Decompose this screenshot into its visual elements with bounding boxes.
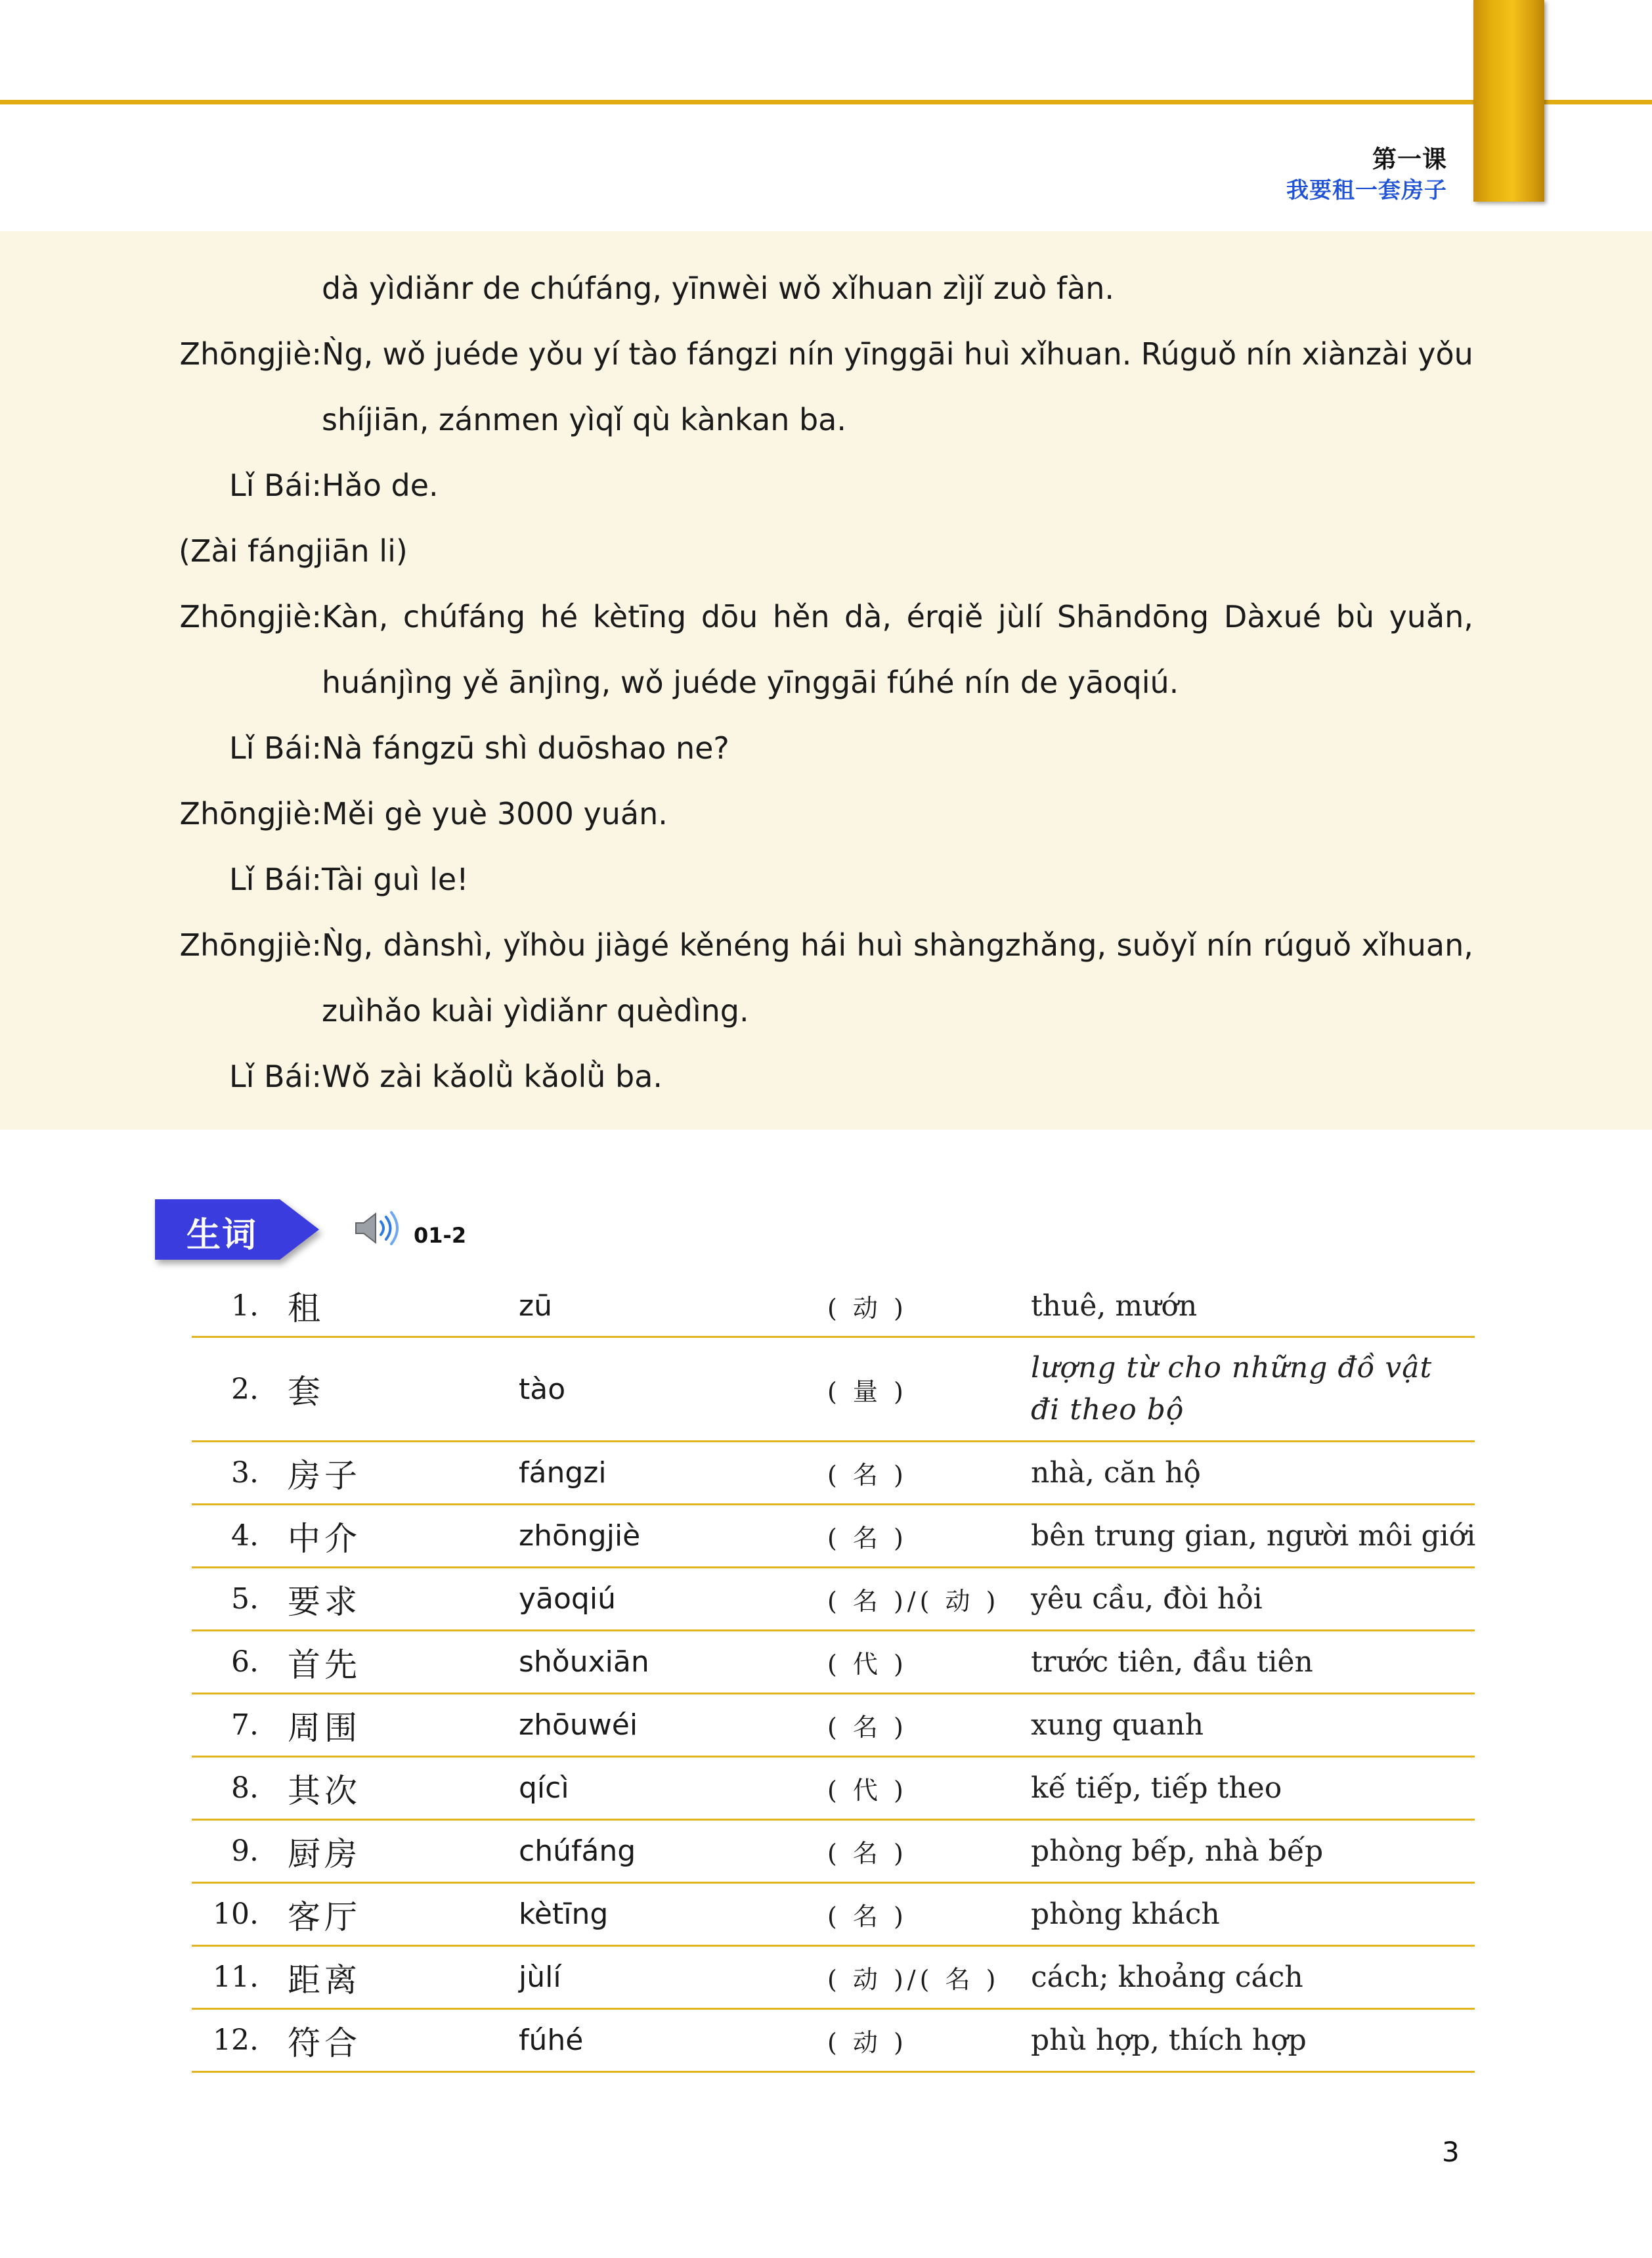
vocab-part-of-speech: ( 代 ) [827,1650,907,1679]
vocab-part-of-speech: ( 动 ) [827,1293,907,1323]
speech-word: kěnéng [679,927,791,963]
speech-text: Nà fángzū shì duōshao ne? [322,730,729,766]
speaker-label: Zhōngjiè: [179,796,322,831]
vocab-row [192,1631,1475,1694]
vocab-row [192,1568,1475,1631]
vocab-number: 2. [231,1372,259,1406]
speech-word: fángzi [686,336,779,372]
vocab-meaning: trước tiên, đầu tiên [1031,1645,1313,1679]
speaker-label: Lǐ Bái: [228,730,322,766]
speech-word: huì [963,336,1011,372]
vocab-part-of-speech: ( 代 ) [827,1776,907,1805]
speech-word: yǒu [1418,336,1473,372]
speech-word: hěn [772,599,830,634]
speech-text [322,334,1473,374]
vocab-hanzi: 房子 [288,1456,361,1495]
speech-word: rúguǒ [1263,927,1352,963]
vocab-meaning: phòng bếp, nhà bếp [1031,1834,1324,1868]
vocab-hanzi: 要求 [288,1582,361,1621]
speech-word: nín [787,336,835,372]
vocab-row [192,2010,1475,2073]
speech-word: Dàxué [1223,599,1322,634]
speech-word: Ǹg, [322,927,374,963]
vocab-number: 1. [231,1289,259,1323]
vocab-title: 生词 [186,1216,258,1255]
audio-track-code: 01-2 [414,1223,467,1248]
speech-text: Tài guì le! [322,862,469,897]
vocab-meaning: phòng khách [1031,1897,1220,1931]
vocab-hanzi: 符合 [288,2024,361,2062]
vocab-part-of-speech: ( 名 ) [827,1524,907,1553]
speech-word: dànshì, [383,927,493,963]
speech-text [322,597,1473,636]
speech-text: Hǎo de. [322,468,439,503]
vocab-pinyin: fángzi [519,1456,607,1490]
vocab-part-of-speech: ( 名 ) [827,1902,907,1931]
header-rule [0,100,1652,104]
vocab-row [192,1505,1475,1568]
vocab-number: 7. [231,1708,259,1742]
speech-word: nín [1246,336,1293,372]
vocab-meaning: thuê, mướn [1031,1289,1198,1323]
speech-word: hái [800,927,847,963]
speech-word: Rúguǒ [1141,336,1237,372]
speech-word: yīnggāi [844,336,955,372]
speech-word: suǒyǐ [1116,927,1196,963]
speech-word: yuǎn, [1389,599,1473,634]
vocab-part-of-speech: ( 量 ) [827,1377,907,1406]
speech-word: kètīng [592,599,687,634]
vocab-row [192,1694,1475,1758]
speech-word: Kàn, [322,599,389,634]
speech-text [322,925,1473,965]
speech-word: dōu [701,599,758,634]
vocab-meaning: cách; khoảng cách [1031,1960,1303,1994]
speech-text: Wǒ zài kǎolǜ kǎolǜ ba. [322,1059,663,1094]
vocab-pinyin: jùlí [519,1960,561,1994]
vocab-part-of-speech: ( 动 ) [827,2028,907,2057]
speech-word: juéde [435,336,519,372]
speech-word: bù [1336,599,1375,634]
speech-word: xiànzài [1301,336,1409,372]
lesson-number: 第一课 [1372,145,1447,173]
chapter-tab [1473,0,1544,202]
speech-word: xǐhuan, [1361,927,1473,963]
speech-word: jùlí [997,599,1043,634]
speech-word: xǐhuan. [1020,336,1132,372]
speech-word: shàngzhǎng, [913,927,1107,963]
vocab-meaning: yêu cầu, đòi hỏi [1031,1582,1263,1616]
speech-text: dà yìdiǎnr de chúfáng, yīnwèi wǒ xǐhuan zìjǐ zuò fàn. [322,271,1115,306]
speech-word: Ǹg, [322,336,374,372]
speaker-icon[interactable] [353,1210,402,1247]
vocab-row [192,1884,1475,1947]
vocab-number: 12. [213,2024,259,2057]
vocab-row [192,1821,1475,1884]
stage-direction: (Zài fángjiān li) [179,533,408,569]
vocab-part-of-speech: ( 动 )/( 名 ) [827,1965,1000,1994]
vocab-hanzi: 套 [288,1373,324,1411]
vocab-part-of-speech: ( 名 ) [827,1461,907,1490]
vocab-pinyin: shǒuxiān [519,1645,649,1679]
vocab-pinyin: kètīng [519,1897,609,1931]
vocab-row [192,1442,1475,1505]
vocab-hanzi: 首先 [288,1645,361,1684]
vocab-hanzi: 租 [288,1289,324,1327]
vocab-row [192,1338,1475,1442]
vocab-hanzi: 周围 [288,1708,361,1747]
vocab-meaning: kế tiếp, tiếp theo [1031,1771,1282,1805]
speech-word: yǐhòu [503,927,586,963]
vocab-hanzi: 中介 [288,1519,361,1558]
speaker-label: Zhōngjiè: [179,927,322,963]
vocab-section-badge [155,1199,319,1260]
vocab-row [192,1275,1475,1338]
speech-word: chúfáng [402,599,526,634]
speaker-label: Lǐ Bái: [228,468,322,503]
speaker-label: Lǐ Bái: [228,862,322,897]
vocab-pinyin: zū [519,1289,552,1323]
speaker-label: Zhōngjiè: [179,599,322,634]
speech-text: huánjìng yě ānjìng, wǒ juéde yīnggāi fúhé nín de yāoqiú. [322,665,1179,700]
vocab-number: 9. [231,1834,259,1868]
vocab-part-of-speech: ( 名 ) [827,1713,907,1742]
speaker-label: Zhōngjiè: [179,336,322,372]
page-number: 3 [1442,2136,1460,2168]
speech-word: dà, [844,599,892,634]
vocab-number: 10. [213,1897,259,1931]
speech-word: jiàgé [596,927,670,963]
vocab-pinyin: zhōuwéi [519,1708,638,1742]
vocab-number: 5. [231,1582,259,1616]
speech-word: yǒu [528,336,584,372]
vocab-number: 11. [213,1960,259,1994]
vocab-number: 8. [231,1771,259,1805]
speech-word: érqiě [906,599,984,634]
vocab-part-of-speech: ( 名 ) [827,1839,907,1868]
speaker-label: Lǐ Bái: [228,1059,322,1094]
speech-word: yí [593,336,620,372]
speech-word: hé [540,599,578,634]
vocab-number: 3. [231,1456,259,1490]
vocab-meaning: nhà, căn hộ [1031,1456,1201,1490]
vocab-hanzi: 距离 [288,1960,361,1999]
speech-word: tào [628,336,678,372]
vocab-part-of-speech: ( 名 )/( 动 ) [827,1587,1000,1616]
vocab-pinyin: fúhé [519,2024,584,2057]
speech-word: Shāndōng [1056,599,1209,634]
vocab-meaning: phù hợp, thích hợp [1031,2024,1307,2057]
vocab-hanzi: 客厅 [288,1897,361,1936]
speech-word: huì [856,927,903,963]
vocab-number: 4. [231,1519,259,1553]
speech-text: zuìhǎo kuài yìdiǎnr quèdìng. [322,993,749,1029]
speech-word: nín [1206,927,1253,963]
vocab-pinyin: chúfáng [519,1834,636,1868]
vocab-row [192,1947,1475,2010]
vocab-hanzi: 其次 [288,1771,361,1810]
vocab-number: 6. [231,1645,259,1679]
vocab-pinyin: qícì [519,1771,569,1805]
speech-word: wǒ [382,336,426,372]
vocab-meaning: lượng từ cho những đồ vật đi theo bộ [1031,1351,1433,1427]
vocab-hanzi: 厨房 [288,1834,361,1873]
vocab-meaning: xung quanh [1031,1708,1204,1742]
speech-text: shíjiān, zánmen yìqǐ qù kànkan ba. [322,402,846,437]
vocab-pinyin: yāoqiú [519,1582,616,1616]
vocab-pinyin: tào [519,1372,566,1406]
vocab-meaning: bên trung gian, người môi giới [1031,1519,1476,1553]
vocab-row [192,1758,1475,1821]
lesson-title: 我要租一套房子 [1286,177,1447,204]
speech-text: Měi gè yuè 3000 yuán. [322,796,668,831]
vocab-pinyin: zhōngjiè [519,1519,641,1553]
